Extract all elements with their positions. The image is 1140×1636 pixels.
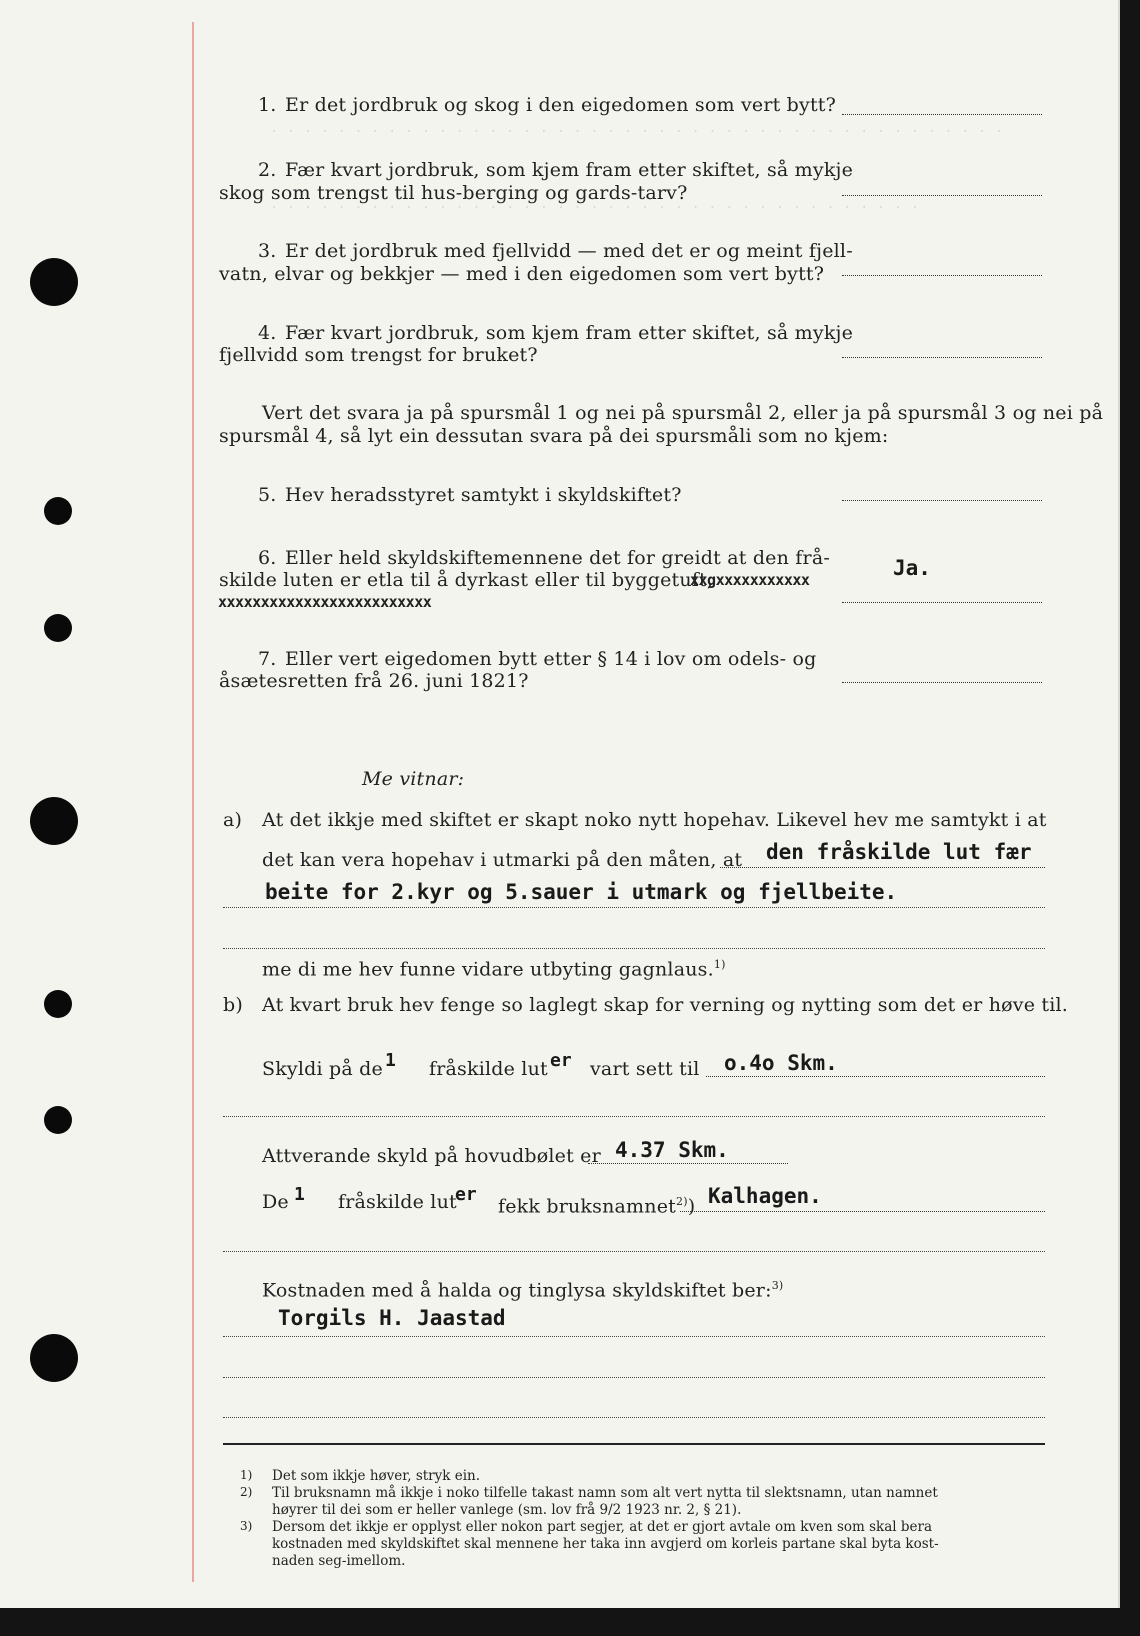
attverande-label: Attverande skyld på hovudbølet er [262,1145,601,1167]
kostnaden-fill-line-2 [223,1376,1045,1378]
question-6-text-line2: skilde luten er etla til å dyrkast eller til byggetuft, [219,569,714,591]
de-mid: fråskilde lut [338,1191,457,1213]
question-2-text-line2: skog som trengst til hus-berging og gards-tarv? [219,182,688,204]
skyldi-value: o.4o Skm. [724,1051,838,1075]
attverande-fill-line [588,1162,788,1164]
kostnaden-fill-line-1 [223,1335,1045,1337]
skyldi-mid: fråskilde lut [429,1058,548,1080]
question-1-number: 1. [258,94,277,116]
question-4-number: 4. [258,322,277,344]
de-count: 1 [294,1184,305,1205]
footnote-3-text-line3: naden seg-imellom. [272,1553,406,1569]
attverande-value: 4.37 Skm. [615,1138,729,1162]
red-margin-line [192,22,194,1582]
skyldi-er: er [550,1050,572,1071]
item-a-typed-1: den fråskilde lut fær [766,840,1032,864]
question-2-text-line1: Fær kvart jordbruk, som kjem fram etter skiftet, så mykje [285,159,854,181]
bruksnamn-fill-line-2 [223,1250,1045,1252]
binder-hole [44,497,72,525]
intro-line2: spursmål 4, så lyt ein dessutan svara på dei spursmåli som no kjem: [219,425,889,447]
vitnar-heading: Me vitnar: [362,768,465,790]
footnote-3-text-line1: Dersom det ikkje er opplyst eller nokon part segjer, at det er gjort avtale om kven som skal bera [272,1519,933,1535]
kostnaden-fill-line-3 [223,1416,1045,1418]
kostnaden-label: Kostnaden med å halda og tinglysa skyldskiftet ber:$^{3)}$ [262,1279,784,1302]
footnote-separator [223,1443,1045,1445]
question-5-number: 5. [258,484,277,506]
bruksnamn-fill-line [680,1210,1045,1212]
question-2-answer-line [842,194,1042,196]
question-7-answer-line [842,681,1042,683]
skyldi-count: 1 [385,1050,396,1071]
question-4-text-line1: Fær kvart jordbruk, som kjem fram etter skiftet, så mykje [285,322,854,344]
binder-hole [44,1106,72,1134]
question-6-text-line1: Eller held skyldskiftemennene det for greidt at den frå- [285,547,830,569]
item-a-line2: det kan vera hopehav i utmarki på den måten, at [262,849,743,871]
question-2-number: 2. [258,159,277,181]
skyldi-prefix: Skyldi på de [262,1058,383,1080]
bleed-through-text: · · · · · · · · · · · · · · · · · · · · · · · · · · · · · · · · · · · · · · · · · · · · [270,124,1004,140]
question-3-text-line2: vatn, elvar og bekkjer — med i den eigedomen som vert bytt? [219,263,825,285]
question-6-struck-text-2: xxxxxxxxxxxxxxxxxxxxxxxxx [218,593,432,611]
footnote-2-text-line2: høyrer til dei som er heller vanlege (sm. lov frå 9/2 1923 nr. 2, § 21). [272,1502,742,1518]
binder-hole [30,1334,78,1382]
question-6-number: 6. [258,547,277,569]
skyldi-fill-line [706,1075,1045,1077]
footnote-1-text: Det som ikkje høver, stryk ein. [272,1468,481,1484]
binder-hole [30,797,78,845]
question-3-answer-line [842,274,1042,276]
de-er: er [455,1184,477,1205]
question-5-answer-line [842,499,1042,501]
binder-hole [44,614,72,642]
question-5-text: Hev heradsstyret samtykt i skyldskiftet? [285,484,682,506]
question-4-text-line2: fjellvidd som trengst for bruket? [219,344,538,366]
question-7-text-line2: åsætesretten frå 26. juni 1821? [219,670,529,692]
question-4-answer-line [842,356,1042,358]
item-b-label: b) [223,994,243,1016]
skyldi-fill-line-2 [223,1115,1045,1117]
bruksnamn-value: Kalhagen. [708,1184,822,1208]
question-7-text-line1: Eller vert eigedomen bytt etter § 14 i lov om odels- og [285,648,817,670]
question-6-answer: Ja. [893,556,931,580]
footnote-3-text-line2: kostnaden med skyldskiftet skal mennene her taka inn avgjerd om korleis partane skal byta kost- [272,1536,939,1552]
footnote-3-mark: 3) [240,1519,253,1533]
question-6-answer-line [842,601,1042,603]
item-a-label: a) [223,809,243,831]
kostnaden-value: Torgils H. Jaastad [278,1306,506,1330]
item-a-line3: me di me hev funne vidare utbyting gagnlaus.$^{1)}$ [262,958,726,981]
footnote-2-mark: 2) [240,1485,253,1499]
question-1-text: Er det jordbruk og skog i den eigedomen som vert bytt? [285,94,837,116]
skyldi-suffix: vart sett til [590,1058,700,1080]
intro-line1: Vert det svara ja på spursmål 1 og nei på spursmål 2, eller ja på spursmål 3 og nei på [262,402,1104,424]
bleed-through-text: · · · · · · · · · · · · · · · · · · · · · · · · · · · · · · · · · · · · · · · [270,200,920,216]
footnote-1-mark: 1) [240,1468,253,1482]
item-a-typed-2: beite for 2.kyr og 5.sauer i utmark og fjellbeite. [265,880,898,904]
question-3-text-line1: Er det jordbruk med fjellvidd — med det er og meint fjell- [285,240,853,262]
binder-hole [30,258,78,306]
item-a-fill-line-3 [223,947,1045,949]
question-6-struck-text: xxgxxxxxxxxxxx [690,571,810,589]
question-7-number: 7. [258,648,277,670]
binder-hole [44,990,72,1018]
item-a-fill-line-2 [223,906,1045,908]
footnote-2-text-line1: Til bruksnamn må ikkje i noko tilfelle takast namn som alt vert nytta til slektsnamn, utan namnet [272,1485,938,1501]
question-1-answer-line [842,113,1042,115]
question-3-number: 3. [258,240,277,262]
de-suffix: fekk bruksnamnet$^{2)}$) [498,1195,696,1218]
item-b-text: At kvart bruk hev fenge so laglegt skap for verning og nytting som det er høve til. [262,994,1069,1016]
item-a-line1: At det ikkje med skiftet er skapt noko nytt hopehav. Likevel hev me samtykt i at [262,809,1047,831]
item-a-fill-line [720,866,1045,868]
de-prefix: De [262,1191,289,1213]
